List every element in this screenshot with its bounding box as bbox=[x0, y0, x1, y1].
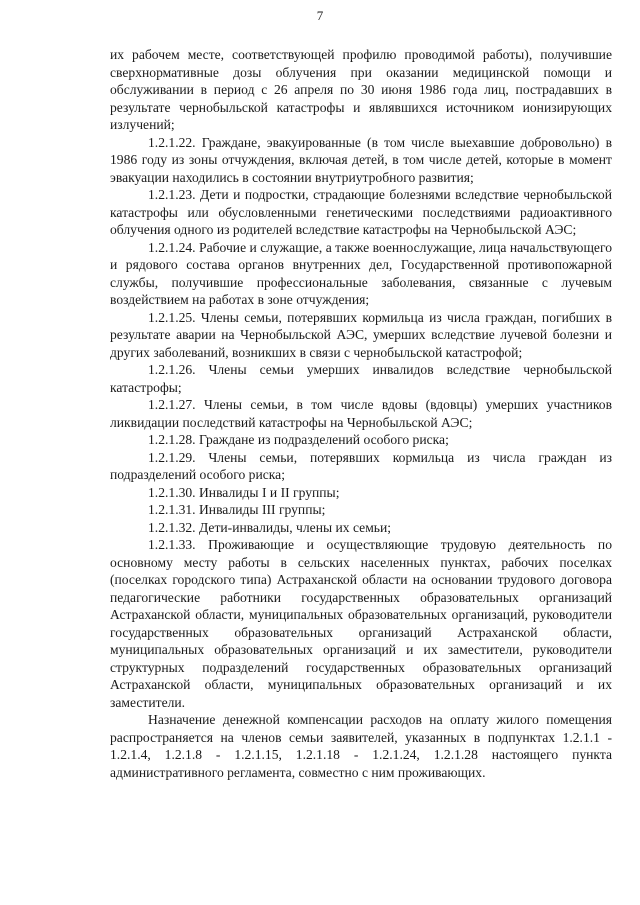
paragraph: 1.2.1.28. Граждане из подразделений особого риска; bbox=[148, 432, 449, 447]
paragraph: их рабочем месте, соответствующей профилю проводимой работы), получившие сверхнормативные дозы облучения при оказании медицинской помощи и обслуживании в период с 26 апреля по 30 июня 1986 года лиц, пострадавших в результате чернобыльской катастрофы и являвшихся источником ионизирующих излучений; bbox=[110, 47, 612, 132]
document-body bbox=[110, 46, 612, 781]
paragraph: 1.2.1.24. Рабочие и служащие, а также военнослужащие, лица начальствующего и рядового состава органов внутренних дел, Государственной противопожарной службы, получившие профессиональные заболевания, связанные с лучевым воздействием на работах в зоне отчуждения; bbox=[110, 239, 612, 307]
paragraph: 1.2.1.31. Инвалиды III группы; bbox=[148, 502, 326, 517]
paragraph: 1.2.1.29. Члены семьи, потерявших кормильца из числа граждан из подразделений особого риска; bbox=[110, 449, 612, 482]
paragraph: 1.2.1.27. Члены семьи, в том числе вдовы (вдовцы) умерших участников ликвидации последствий катастрофы на Чернобыльской АЭС; bbox=[110, 397, 612, 430]
paragraph: Назначение денежной компенсации расходов на оплату жилого помещения распространяется на членов семьи заявителей, указанных в подпунктах 1.2.1.1 - 1.2.1.4, 1.2.1.8 - 1.2.1.15, 1.2.1.18 - 1.2.1.24, 1.2.1.28 настоящего пункта административного регламента, совместно с ним проживающих. bbox=[110, 712, 612, 780]
paragraph: 1.2.1.32. Дети-инвалиды, члены их семьи; bbox=[148, 519, 392, 535]
paragraph: 1.2.1.25. Члены семьи, потерявших кормильца из числа граждан, погибших в результате аварии на Чернобыльской АЭС, умерших вследствие лучевой болезни и других заболеваний, возникших в связи с чернобыльской катастрофой; bbox=[110, 309, 612, 360]
page-number: 7 bbox=[316, 8, 324, 23]
paragraph: 1.2.1.33. Проживающие и осуществляющие трудовую деятельность по основному месту работы в сельских населенных пунктах, рабочих поселках (поселках городского типа) Астраханской области на основании трудового договора педагогические работники государственных образовательных организаций Астраханской области, муниципальных образовательных организаций, руководители государственных образовательных организаций Астраханской области, муниципальных образовательных организаций и их заместители, руководители структурных подразделений государственных образовательных организаций Астраханской области, муниципальных образовательных организаций и их заместители. bbox=[110, 537, 612, 710]
paragraph: 1.2.1.26. Члены семьи умерших инвалидов вследствие чернобыльской катастрофы; bbox=[110, 362, 612, 395]
paragraph: 1.2.1.22. Граждане, эвакуированные (в том числе выехавшие добровольно) в 1986 году из зоны отчуждения, включая детей, в том числе детей, которые в момент эвакуации находились в состоянии внутриутробного развития; bbox=[110, 134, 612, 185]
paragraph: 1.2.1.30. Инвалиды I и II группы; bbox=[148, 484, 340, 500]
paragraph: 1.2.1.23. Дети и подростки, страдающие болезнями вследствие чернобыльской катастрофы или обусловленными генетическими последствиями радиоактивного облучения одного из родителей вследствие катастрофы на Чернобыльской АЭС; bbox=[110, 187, 612, 237]
